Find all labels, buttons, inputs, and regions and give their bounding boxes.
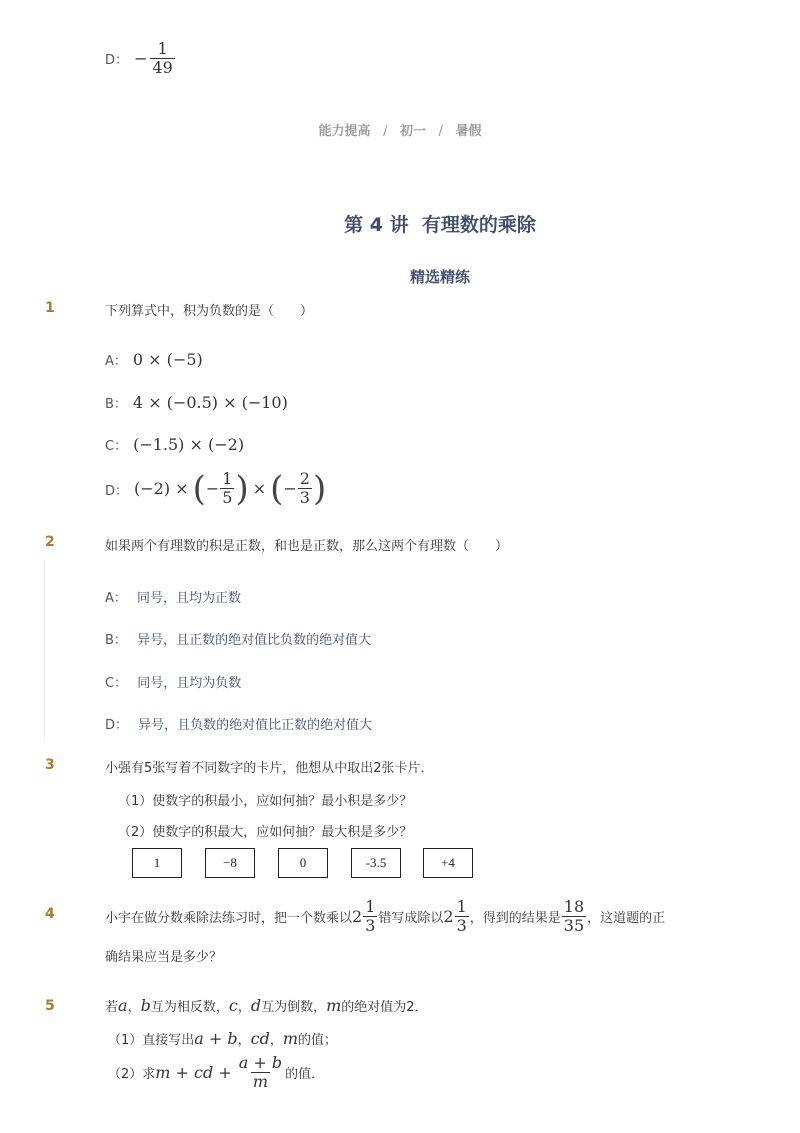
number-card: −8 bbox=[205, 848, 255, 878]
paren-close: ) bbox=[312, 468, 327, 509]
paren-close: ) bbox=[235, 468, 249, 509]
fraction bbox=[237, 1054, 284, 1092]
question-stem-continued: 确结果应当是多少？ bbox=[105, 950, 223, 965]
option-text: 异号，且正数的绝对值比负数的绝对值大 bbox=[137, 633, 372, 648]
expression: a + b bbox=[194, 1029, 238, 1048]
question-number: 5 bbox=[45, 998, 55, 1014]
math-sign: − bbox=[205, 479, 220, 499]
option-b bbox=[105, 629, 371, 648]
expression: m bbox=[282, 1029, 299, 1048]
question-divider bbox=[44, 560, 45, 740]
fraction-denominator: 3 bbox=[365, 916, 376, 936]
breadcrumb-level: 能力提高 bbox=[318, 124, 371, 139]
fraction-denominator: 49 bbox=[152, 58, 173, 78]
question-number: 2 bbox=[45, 534, 55, 550]
option-label: D： bbox=[105, 718, 129, 733]
stem-text: 小宇在做分数乘除法练习时，把一个数乘以 bbox=[105, 911, 353, 927]
sub-question bbox=[108, 1029, 337, 1048]
stem-text: 的绝对值为2． bbox=[341, 1000, 428, 1015]
option-b bbox=[105, 393, 288, 412]
option-c bbox=[105, 435, 244, 454]
fraction bbox=[363, 898, 377, 936]
stem-text: （2）求 bbox=[108, 1067, 156, 1083]
fraction-numerator: 2 bbox=[299, 469, 310, 488]
option-a bbox=[105, 350, 203, 369]
fraction-numerator: a + b bbox=[238, 1053, 283, 1072]
question-stem: 如果两个有理数的积是正数，和也是正数，那么这两个有理数（ ） bbox=[105, 539, 509, 554]
paren-open: ( bbox=[270, 468, 284, 509]
stem-text: 的值． bbox=[285, 1067, 325, 1083]
option-text: 同号，且均为负数 bbox=[137, 676, 242, 691]
option-expression: 4 × (−0.5) × (−10) bbox=[132, 393, 288, 412]
prev-option-d bbox=[105, 40, 176, 78]
stem-text: 互为相反数， bbox=[150, 1000, 229, 1015]
fraction-denominator: m bbox=[252, 1072, 268, 1092]
stem-text: ，这道题的正 bbox=[587, 911, 666, 927]
fraction-denominator: 3 bbox=[456, 916, 467, 936]
breadcrumb-separator: / bbox=[383, 124, 388, 139]
stem-text: ， bbox=[237, 1033, 251, 1048]
option-label: D： bbox=[105, 53, 129, 69]
option-expression: (−1.5) × (−2) bbox=[133, 435, 245, 454]
option-label: A： bbox=[105, 591, 127, 606]
question-number: 4 bbox=[45, 906, 55, 922]
option-text: 同号，且均为正数 bbox=[137, 591, 242, 606]
option-label: D： bbox=[105, 484, 129, 499]
variable: c bbox=[228, 996, 238, 1015]
number-card: -3.5 bbox=[351, 848, 401, 878]
breadcrumb-term: 暑假 bbox=[455, 124, 482, 139]
option-expression: (−2) × bbox=[134, 479, 189, 499]
number-card: 0 bbox=[278, 848, 328, 878]
fraction-numerator: 18 bbox=[563, 897, 585, 916]
question-number: 1 bbox=[45, 300, 55, 316]
fraction bbox=[455, 898, 469, 936]
question-stem: 小强有5张写着不同数字的卡片，他想从中取出2张卡片． bbox=[105, 761, 434, 776]
stem-text: 若 bbox=[105, 1000, 119, 1015]
variable: a bbox=[118, 996, 128, 1015]
question-stem bbox=[105, 898, 665, 936]
sub-question bbox=[108, 1054, 324, 1092]
number-card: +4 bbox=[423, 848, 473, 878]
fraction bbox=[150, 40, 174, 78]
option-a bbox=[105, 587, 241, 606]
stem-text: 互为倒数， bbox=[261, 1000, 327, 1015]
stem-text: ，得到的结果是 bbox=[469, 911, 561, 927]
option-label: A： bbox=[105, 354, 127, 369]
option-c bbox=[105, 672, 241, 691]
math-sign: − bbox=[134, 49, 148, 69]
fraction-numerator: 1 bbox=[157, 39, 168, 58]
option-label: C： bbox=[105, 439, 128, 454]
fraction-denominator: 5 bbox=[222, 488, 233, 508]
breadcrumb bbox=[0, 120, 800, 139]
breadcrumb-separator: / bbox=[438, 124, 443, 139]
option-label: B： bbox=[105, 397, 127, 412]
fraction bbox=[562, 898, 586, 936]
stem-text: ， bbox=[237, 1000, 251, 1015]
lecture-title: 第 4 讲 有理数的乘除 bbox=[344, 214, 536, 236]
variable: m bbox=[326, 996, 342, 1015]
option-text: 异号，且负数的绝对值比正数的绝对值大 bbox=[138, 718, 373, 733]
variable: d bbox=[250, 996, 262, 1015]
fraction bbox=[298, 470, 312, 508]
sub-question: （1）使数字的积最小，应如何抽？最小积是多少？ bbox=[118, 794, 413, 809]
question-stem bbox=[105, 996, 428, 1015]
question-stem: 下列算式中，积为负数的是（ ） bbox=[105, 304, 314, 319]
fraction-denominator: 3 bbox=[299, 488, 310, 508]
variable: b bbox=[140, 996, 151, 1015]
fraction-numerator: 1 bbox=[222, 469, 233, 488]
section-title: 精选精练 bbox=[409, 268, 470, 286]
stem-text: 错写成除以 bbox=[378, 911, 444, 927]
question-number: 3 bbox=[45, 757, 55, 773]
sub-question: （2）使数字的积最大，应如何抽？最大积是多少？ bbox=[118, 825, 413, 840]
paren-open: ( bbox=[192, 468, 206, 509]
breadcrumb-grade: 初一 bbox=[399, 124, 426, 139]
mixed-number-whole: 2 bbox=[352, 907, 363, 927]
math-sign: − bbox=[283, 479, 297, 499]
option-d bbox=[105, 714, 372, 733]
stem-text: （1）直接写出 bbox=[108, 1033, 195, 1048]
fraction-numerator: 1 bbox=[365, 897, 376, 916]
number-card: 1 bbox=[132, 848, 182, 878]
expression: cd bbox=[250, 1029, 270, 1048]
expression: m + cd + bbox=[155, 1063, 232, 1083]
option-d bbox=[105, 470, 326, 508]
mixed-number-whole: 2 bbox=[443, 907, 454, 927]
fraction-denominator: 35 bbox=[563, 916, 585, 936]
stem-text: ， bbox=[269, 1033, 283, 1048]
fraction-numerator: 1 bbox=[456, 897, 467, 916]
option-label: B： bbox=[105, 633, 127, 648]
fraction bbox=[220, 470, 234, 508]
stem-text: ， bbox=[127, 1000, 141, 1015]
stem-text: 的值； bbox=[298, 1033, 338, 1048]
math-operator: × bbox=[252, 479, 267, 499]
option-label: C： bbox=[105, 676, 128, 691]
option-expression: 0 × (−5) bbox=[132, 350, 203, 369]
